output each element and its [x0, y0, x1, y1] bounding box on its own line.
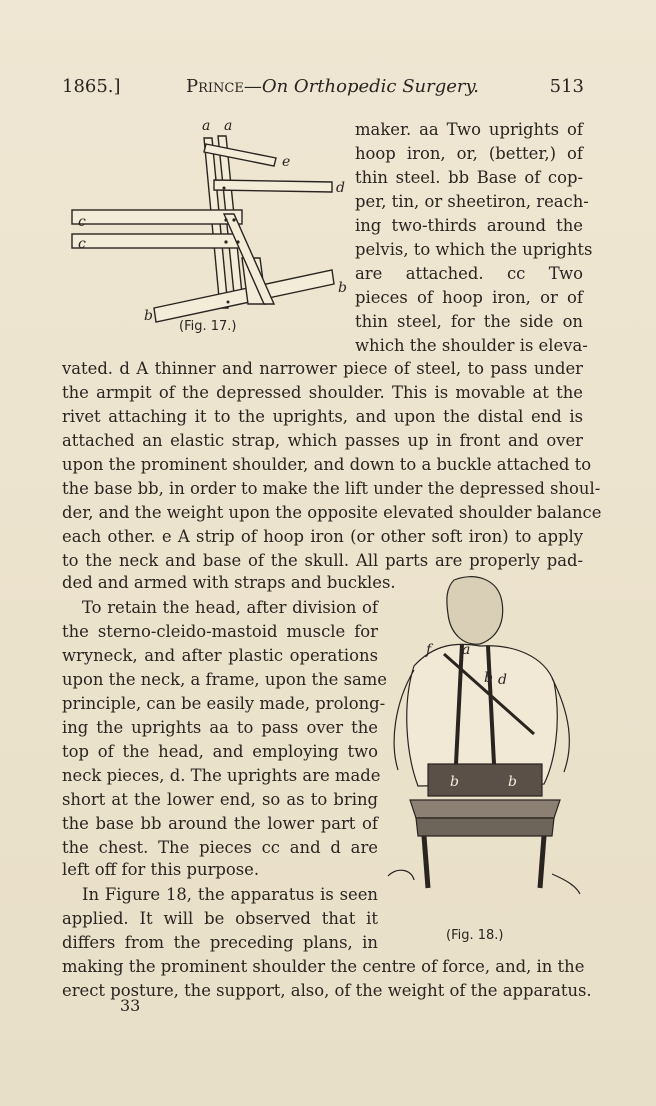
- header-title-text: On Orthopedic Surgery.: [261, 76, 480, 97]
- body-line-30: the base bb around the lower part of: [62, 814, 378, 833]
- body-line-16: the base bb, in order to make the lift under the depressed shoul-: [62, 479, 601, 498]
- body-line-17: der, and the weight upon the opposite elevated shoulder balance: [62, 503, 602, 522]
- body-line-32: left off for this purpose.: [62, 860, 260, 879]
- body-line-22: the sterno-cleido-mastoid muscle for: [62, 622, 378, 641]
- armpit-piece-d: [214, 180, 332, 192]
- fig18-caption: (Fig. 18.): [446, 928, 504, 943]
- body-line-28: neck pieces, d. The uprights are made: [62, 766, 381, 785]
- figure-18-applied-apparatus: [384, 574, 584, 894]
- fig17-label-a1: a: [202, 118, 211, 134]
- body-line-4: per, tin, or sheetiron, reach-: [355, 192, 589, 211]
- body-line-7: are attached. cc Two: [355, 264, 583, 283]
- fig17-label-c2: c: [78, 236, 86, 252]
- fig17-label-a2: a: [224, 118, 233, 134]
- body-line-33: In Figure 18, the apparatus is seen: [82, 885, 378, 904]
- fig18-label-f: f: [426, 642, 432, 658]
- body-line-25: principle, can be easily made, prolong-: [62, 694, 386, 713]
- body-line-31: the chest. The pieces cc and d are: [62, 838, 378, 857]
- body-line-11: vated. d A thinner and narrower piece of steel, to pass under: [62, 359, 583, 378]
- body-line-21: To retain the head, after division of: [82, 598, 378, 617]
- body-line-5: ing two-thirds around the: [355, 216, 583, 235]
- figure-17-brace-diagram: [78, 118, 352, 326]
- body-line-18: each other. e A strip of hoop iron (or other soft iron) to apply: [62, 527, 583, 546]
- header-year: 1865.]: [62, 76, 121, 97]
- body-line-29: short at the lower end, so as to bring: [62, 790, 378, 809]
- body-line-15: upon the prominent shoulder, and down to a buckle attached to: [62, 455, 592, 474]
- body-line-3: thin steel. bb Base of cop-: [355, 168, 583, 187]
- body-line-14: attached an elastic strap, which passes up in front and over: [62, 431, 583, 450]
- body-line-1: maker. aa Two uprights of: [355, 120, 583, 139]
- body-line-13: rivet attaching it to the uprights, and upon the distal end is: [62, 407, 583, 426]
- stool-skirt: [416, 818, 554, 836]
- body-line-2: hoop iron, or, (better,) of: [355, 144, 583, 163]
- fig18-label-b2: b: [450, 774, 459, 790]
- body-line-19: to the neck and base of the skull. All parts are properly pad-: [62, 551, 583, 570]
- body-line-27: top of the head, and employing two: [62, 742, 378, 761]
- fig18-label-a: a: [462, 642, 471, 658]
- belt: [428, 764, 542, 796]
- fig18-label-b3: b: [508, 774, 517, 790]
- right-foot: [552, 874, 580, 894]
- body-line-34: applied. It will be observed that it: [62, 909, 378, 928]
- header-title: [186, 76, 479, 97]
- body-line-36: making the prominent shoulder the centre of force, and, in the: [62, 957, 585, 976]
- body-line-37: erect posture, the support, also, of the weight of the apparatus.: [62, 981, 592, 1000]
- header-dash: —: [243, 76, 262, 97]
- stool-leg-left: [424, 836, 428, 888]
- body-line-9: thin steel, for the side on: [355, 312, 583, 331]
- fig18-label-d: d: [498, 672, 507, 688]
- body-line-8: pieces of hoop iron, or of: [355, 288, 583, 307]
- signature-mark: 33: [120, 996, 141, 1015]
- running-head: [62, 76, 584, 102]
- page-number: 513: [549, 76, 584, 97]
- body-line-10: which the shoulder is eleva-: [355, 336, 588, 355]
- stool-seat: [410, 800, 560, 818]
- header-author: Prince: [186, 76, 244, 97]
- stool-leg-right: [540, 836, 544, 888]
- fig17-caption: (Fig. 17.): [179, 319, 237, 334]
- body-line-20: ded and armed with straps and buckles.: [62, 573, 396, 592]
- fig17-label-b1: b: [338, 280, 347, 296]
- side-piece-c-upper: [72, 210, 242, 224]
- side-piece-c-lower: [72, 234, 242, 248]
- body-line-23: wryneck, and after plastic operations: [62, 646, 378, 665]
- left-foot: [388, 870, 414, 880]
- fig17-label-e: e: [282, 154, 291, 170]
- body-line-12: the armpit of the depressed shoulder. This is movable at the: [62, 383, 583, 402]
- body-line-24: upon the neck, a frame, upon the same: [62, 670, 388, 689]
- body-line-35: differs from the preceding plans, in: [62, 933, 378, 952]
- fig18-label-b1: b: [484, 670, 493, 686]
- fig17-label-c1: c: [78, 214, 86, 230]
- fig17-label-b2: b: [144, 308, 153, 324]
- body-line-6: pelvis, to which the uprights: [355, 240, 593, 259]
- fig17-label-d: d: [336, 180, 345, 196]
- body-line-26: ing the uprights aa to pass over the: [62, 718, 378, 737]
